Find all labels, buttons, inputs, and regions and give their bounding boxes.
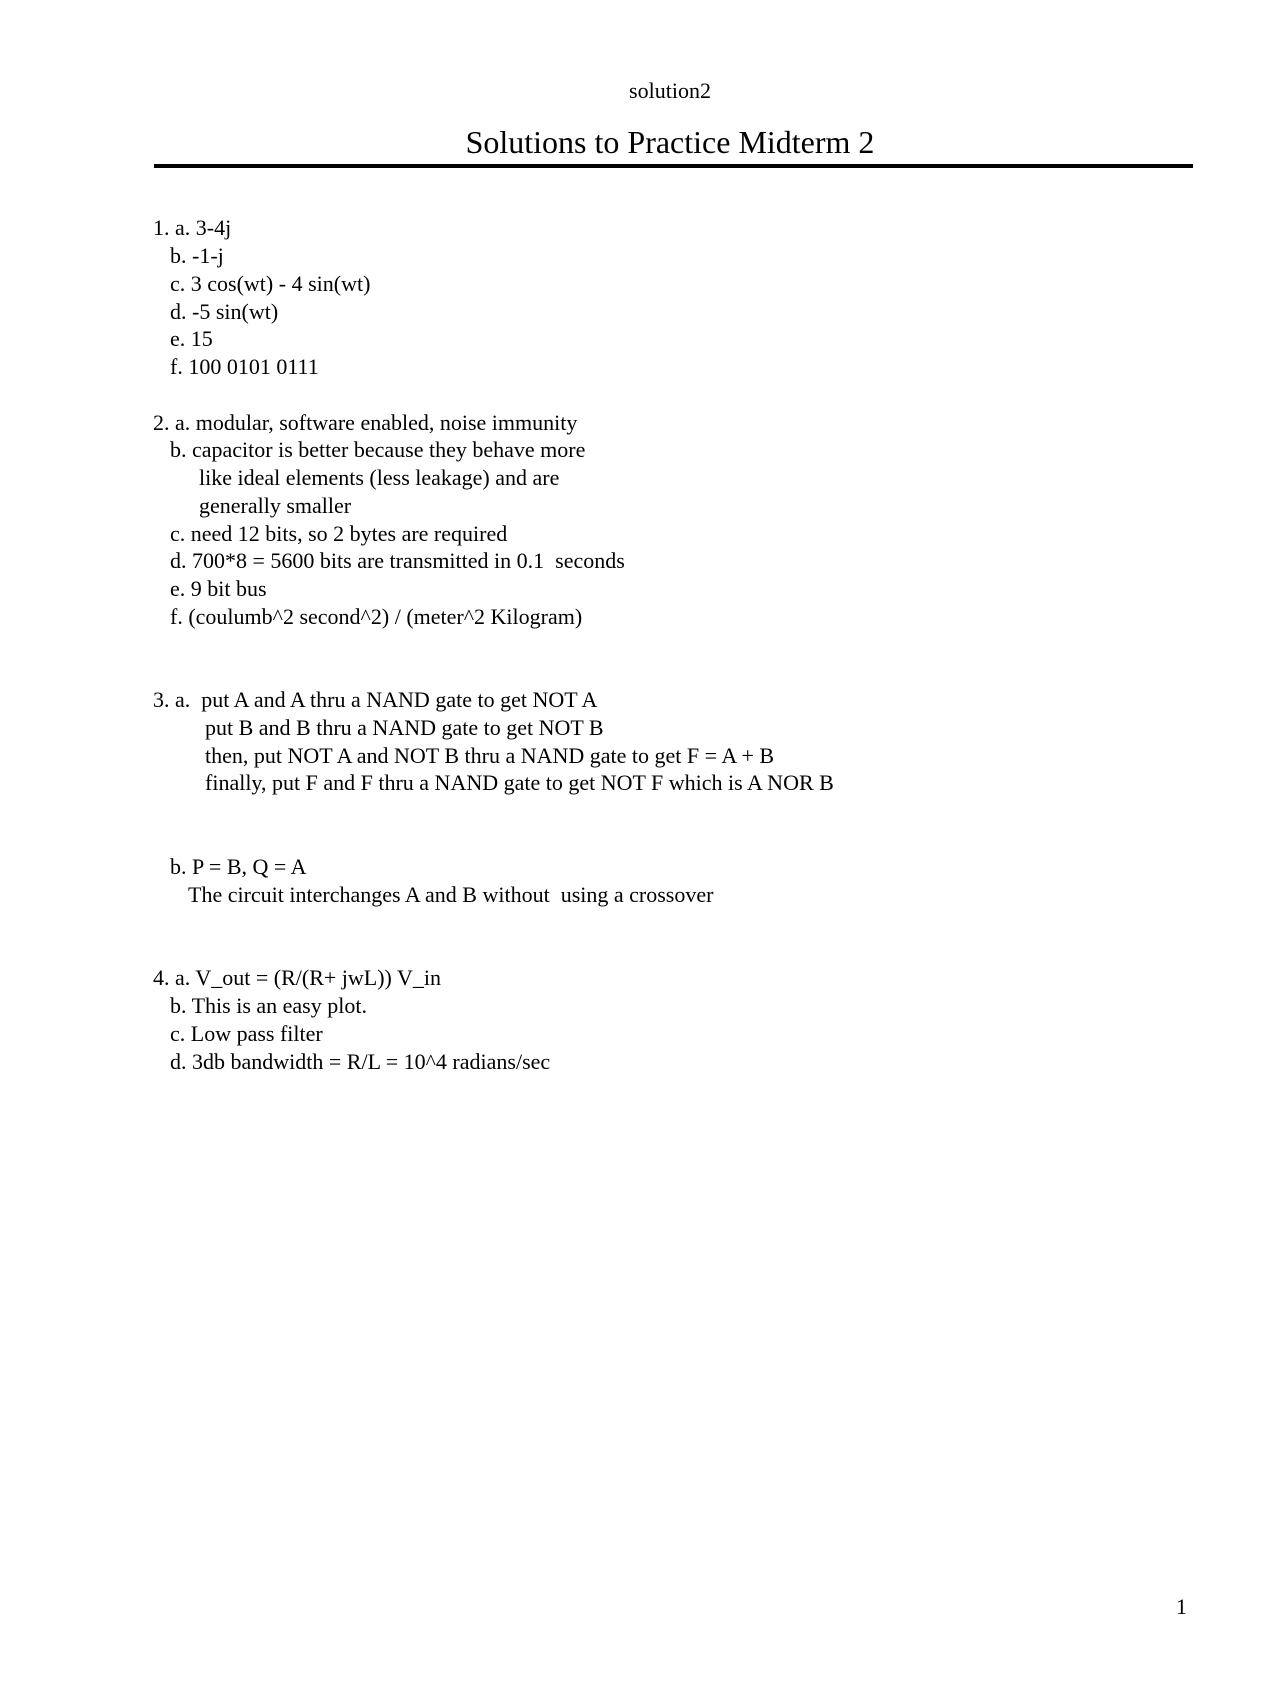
page-title: Solutions to Practice Midterm 2 (465, 124, 875, 160)
q2-b-line3: generally smaller (199, 493, 352, 518)
q4-a: 4. a. V_out = (R/(R+ jwL)) V_in (153, 965, 441, 990)
q3-a-line1: 3. a. put A and A thru a NAND gate to get NOT A (153, 687, 598, 712)
q4-d: d. 3db bandwidth = R/L = 10^4 radians/sec (170, 1049, 551, 1074)
q3-a-line4: finally, put F and F thru a NAND gate to get NOT F which is A NOR B (205, 770, 834, 795)
header-filename: solution2 (629, 78, 711, 103)
q2-f: f. (coulumb^2 second^2) / (meter^2 Kilogram) (170, 604, 583, 629)
q1-e: e. 15 (170, 326, 213, 351)
q2-b-line2: like ideal elements (less leakage) and are (199, 465, 560, 490)
q3-a-line2: put B and B thru a NAND gate to get NOT B (205, 715, 604, 740)
q2-a: 2. a. modular, software enabled, noise immunity (153, 410, 578, 435)
q3-a-line3: then, put NOT A and NOT B thru a NAND gate to get F = A + B (205, 743, 775, 768)
q1-d: d. -5 sin(wt) (170, 299, 279, 324)
q4-c: c. Low pass filter (170, 1021, 323, 1046)
q1-b: b. -1-j (170, 243, 224, 268)
q2-e: e. 9 bit bus (170, 576, 267, 601)
q1-f: f. 100 0101 0111 (170, 354, 319, 379)
q3-b-line2: The circuit interchanges A and B without using a crossover (188, 882, 714, 907)
title-divider (154, 164, 1193, 168)
q3-b-line1: b. P = B, Q = A (170, 854, 307, 879)
page-number: 1 (1176, 1594, 1187, 1619)
q1-a: 1. a. 3-4j (153, 215, 232, 240)
q4-b: b. This is an easy plot. (170, 993, 367, 1018)
q2-b-line1: b. capacitor is better because they behave more (170, 437, 586, 462)
q2-c: c. need 12 bits, so 2 bytes are required (170, 521, 508, 546)
q2-d: d. 700*8 = 5600 bits are transmitted in 0.1 seconds (170, 548, 625, 573)
q1-c: c. 3 cos(wt) - 4 sin(wt) (170, 271, 371, 296)
